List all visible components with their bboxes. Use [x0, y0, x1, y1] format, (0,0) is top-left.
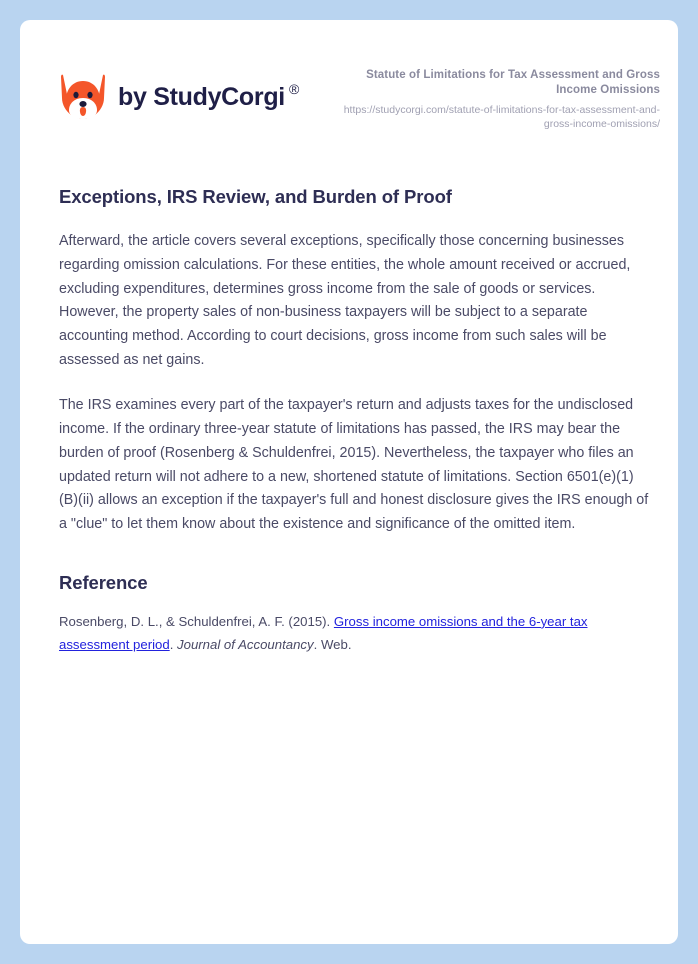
brand-name: by StudyCorgi [118, 82, 285, 111]
corgi-face-icon [59, 71, 107, 123]
body-paragraph-2: The IRS examines every part of the taxpayer's return and adjusts taxes for the undisclosed income. If the ordinary three-year statute of limitations has passed, the IRS may bear the burden of proof (Rosenberg & Schuldenfrei, 2015). Nevertheless, the taxpayer who files an updated return will not adhere to a new, shortened statute of limitations. Section 6501(e)(1)(B)(ii) allows an exception if the taxpayer's full and honest disclosure gives the IRS enough of a "clue" to let them know about the existence and significance of the omitted item. [59, 397, 649, 533]
brand-logo [59, 71, 299, 123]
brand-wordmark [118, 80, 300, 111]
reference-link[interactable]: Gross income omissions and the 6-year tax assessment period [59, 613, 588, 653]
reference-heading: Reference [59, 571, 148, 593]
reference-journal: Journal of Accountancy [177, 637, 314, 653]
reference-separator: . [169, 637, 178, 653]
document-url: https://studycorgi.com/statute-of-limitations-for-tax-assessment-and-gross-income-omissions/ [343, 104, 660, 131]
document-header [20, 20, 678, 152]
reference-author-year: Rosenberg, D. L., & Schuldenfrei, A. F. (2015). [59, 613, 334, 629]
header-meta [335, 65, 660, 132]
body-paragraph-1: Afterward, the article covers several exceptions, specifically those concerning businesses regarding omission calculations. For these entities, the whole amount received or accrued, excluding expenditures, determines gross income from the sale of goods or services. However, the property sales of non-business taxpayers will be subject to a separate accounting method. According to court decisions, gross income from such sales will be assessed as net gains. [59, 233, 631, 368]
reference-entry [59, 610, 649, 657]
reference-suffix: . Web. [313, 637, 352, 653]
document-page-card [20, 20, 678, 944]
document-body [59, 185, 649, 657]
registered-trademark-icon: ® [288, 80, 300, 97]
document-title: Statute of Limitations for Tax Assessment and Gross Income Omissions [366, 69, 660, 96]
page-title: Exceptions, IRS Review, and Burden of Proof [59, 186, 452, 207]
